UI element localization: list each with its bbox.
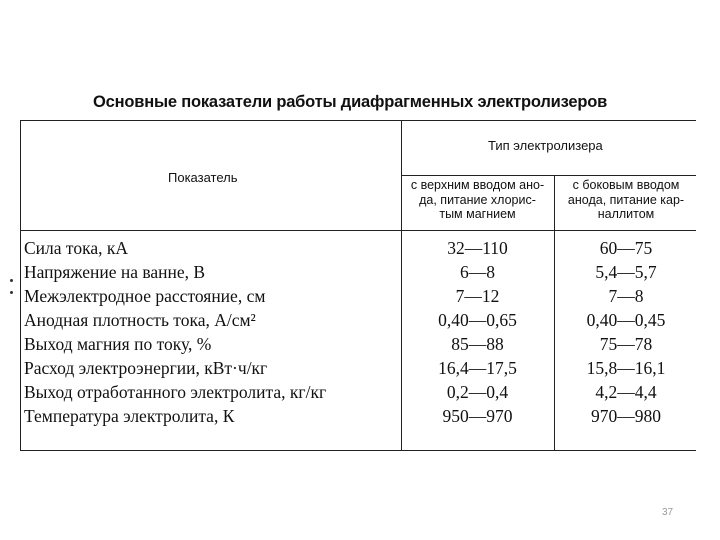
row-value-col2: 15,8—16,1 xyxy=(586,358,666,378)
table-row xyxy=(0,332,720,356)
header-bottom-border xyxy=(20,230,696,231)
header-column-side-anode xyxy=(556,178,696,222)
row-value-col1: 6—8 xyxy=(460,262,495,282)
table-row xyxy=(0,356,720,380)
header-col1-line: тым магнием xyxy=(439,207,516,221)
header-col2-line: анода, питание кар- xyxy=(567,192,685,207)
row-value-col1: 7—12 xyxy=(455,286,500,306)
row-value-col2: 75—78 xyxy=(599,334,653,354)
row-label: Выход магния по току, % xyxy=(24,334,212,354)
row-value-col1: 0,2—0,4 xyxy=(446,382,509,402)
table-row xyxy=(0,404,720,428)
scan-speck xyxy=(10,291,13,294)
scan-speck xyxy=(10,279,13,282)
row-label: Температура электролита, К xyxy=(24,406,235,426)
row-value-col1: 85—88 xyxy=(451,334,504,354)
header-col1-line: с верхним вводом ано- xyxy=(410,178,545,192)
header-col2-line: с боковым вводом xyxy=(572,178,680,192)
row-value-col2: 4,2—4,4 xyxy=(595,382,657,402)
row-value-col1: 0,40—0,65 xyxy=(438,310,517,330)
row-label: Сила тока, кА xyxy=(24,238,128,258)
row-label: Анодная плотность тока, А/см² xyxy=(24,310,256,330)
row-label: Расход электроэнергии, кВт·ч/кг xyxy=(24,358,268,378)
row-value-col2: 7—8 xyxy=(608,286,644,306)
row-value-col1: 16,4—17,5 xyxy=(438,358,517,378)
row-value-col2: 5,4—5,7 xyxy=(595,262,657,282)
row-value-col2: 970—980 xyxy=(591,406,661,426)
row-label: Выход отработанного электролита, кг/кг xyxy=(24,382,327,402)
page-number: 37 xyxy=(662,507,674,518)
header-column-top-anode xyxy=(401,178,554,222)
row-label: Напряжение на ванне, В xyxy=(24,262,206,282)
row-value-col2: 0,40—0,45 xyxy=(586,310,666,330)
table-row xyxy=(0,380,720,404)
table-top-border xyxy=(20,120,696,121)
table-title: Основные показатели работы диафрагменных электролизеров xyxy=(93,93,608,111)
header-col1-line: да, питание хлорис- xyxy=(419,192,536,207)
table-row xyxy=(0,260,720,284)
header-parameter: Показатель xyxy=(168,170,238,185)
header-col2-line: наллитом xyxy=(597,207,655,221)
row-value-col1: 32—110 xyxy=(447,238,508,258)
row-value-col2: 60—75 xyxy=(599,238,653,258)
header-electrolyzer-type: Тип электролизера xyxy=(488,138,603,153)
table-row xyxy=(0,308,720,332)
row-label: Межэлектродное расстояние, см xyxy=(24,286,266,306)
table-row xyxy=(0,236,720,260)
row-value-col1: 950—970 xyxy=(442,406,513,426)
table-row xyxy=(0,284,720,308)
header-subdivider xyxy=(401,175,696,176)
table-bottom-border xyxy=(20,450,696,451)
